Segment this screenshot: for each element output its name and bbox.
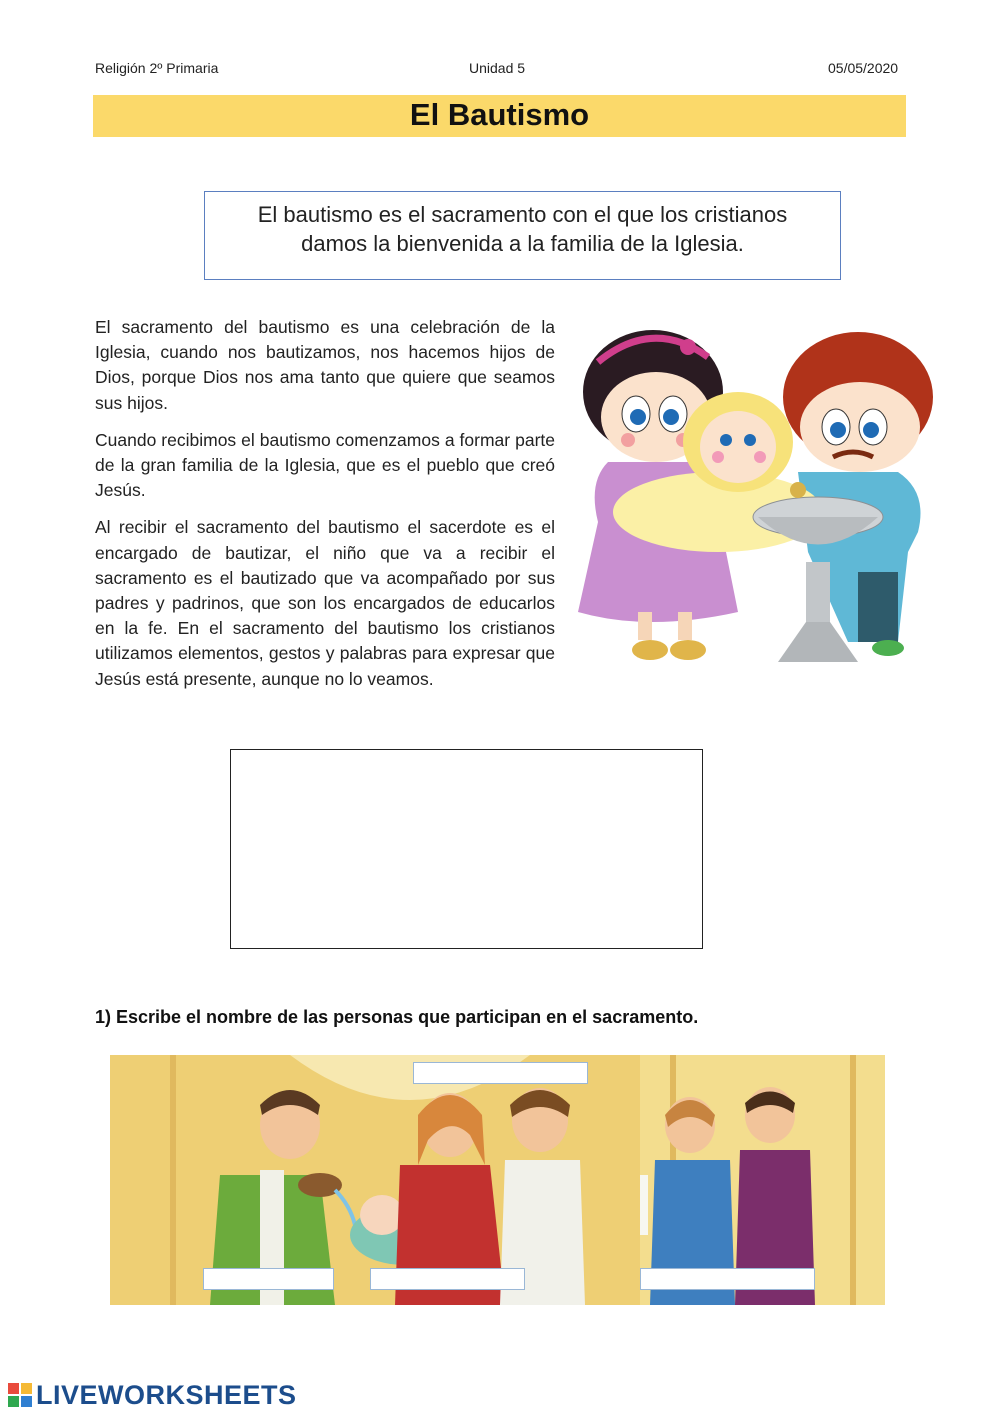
paragraph: Cuando recibimos el bautismo comenzamos a formar parte de la gran familia de la Iglesia, que es el pueblo que creó Jesús. [95, 429, 555, 501]
page-title: El Bautismo [409, 97, 590, 132]
logo-text: LIVEWORKSHEETS [36, 1379, 297, 1410]
empty-frame [230, 749, 703, 949]
unit-label: Unidad 5 [469, 60, 526, 76]
liveworksheets-logo [8, 1380, 297, 1410]
paragraph: Al recibir el sacramento del bautismo el sacerdote es el encargado de bautizar, el niño que va a recibir el sacramento es el bautizado que va acompañado por sus padres y padrinos, que son los encargados de educarlos en la fe. En el sacramento del bautismo los cristianos utilizamos elementos, gestos y palabras para expresar que Jesús está presente, aunque no lo veamos. [95, 517, 555, 689]
answer-input-priest[interactable] [203, 1268, 334, 1290]
exercise-prompt: 1) Escribe el nombre de las personas que participan en el sacramento. [95, 1007, 699, 1027]
family-baptism-illustration [568, 322, 950, 682]
definition-box [204, 191, 841, 280]
definition-line-1: El bautismo es el sacramento con el que los cristianos [257, 202, 788, 227]
liveworksheets-logo-icon [8, 1383, 32, 1407]
subject-label: Religión 2º Primaria [95, 60, 219, 76]
definition-line-2: damos la bienvenida a la familia de la Iglesia. [301, 231, 744, 256]
answer-input-father[interactable] [370, 1268, 525, 1290]
date-label: 05/05/2020 [828, 60, 899, 76]
answer-input-mother[interactable] [413, 1062, 588, 1084]
paragraph: El sacramento del bautismo es una celebración de la Iglesia, cuando nos bautizamos, nos hacemos hijos de Dios, porque Dios nos ama tanto que quiere que seamos sus hijos. [95, 317, 555, 413]
title-band [93, 95, 906, 137]
body-text [95, 315, 555, 704]
answer-input-godparents[interactable] [640, 1268, 815, 1290]
